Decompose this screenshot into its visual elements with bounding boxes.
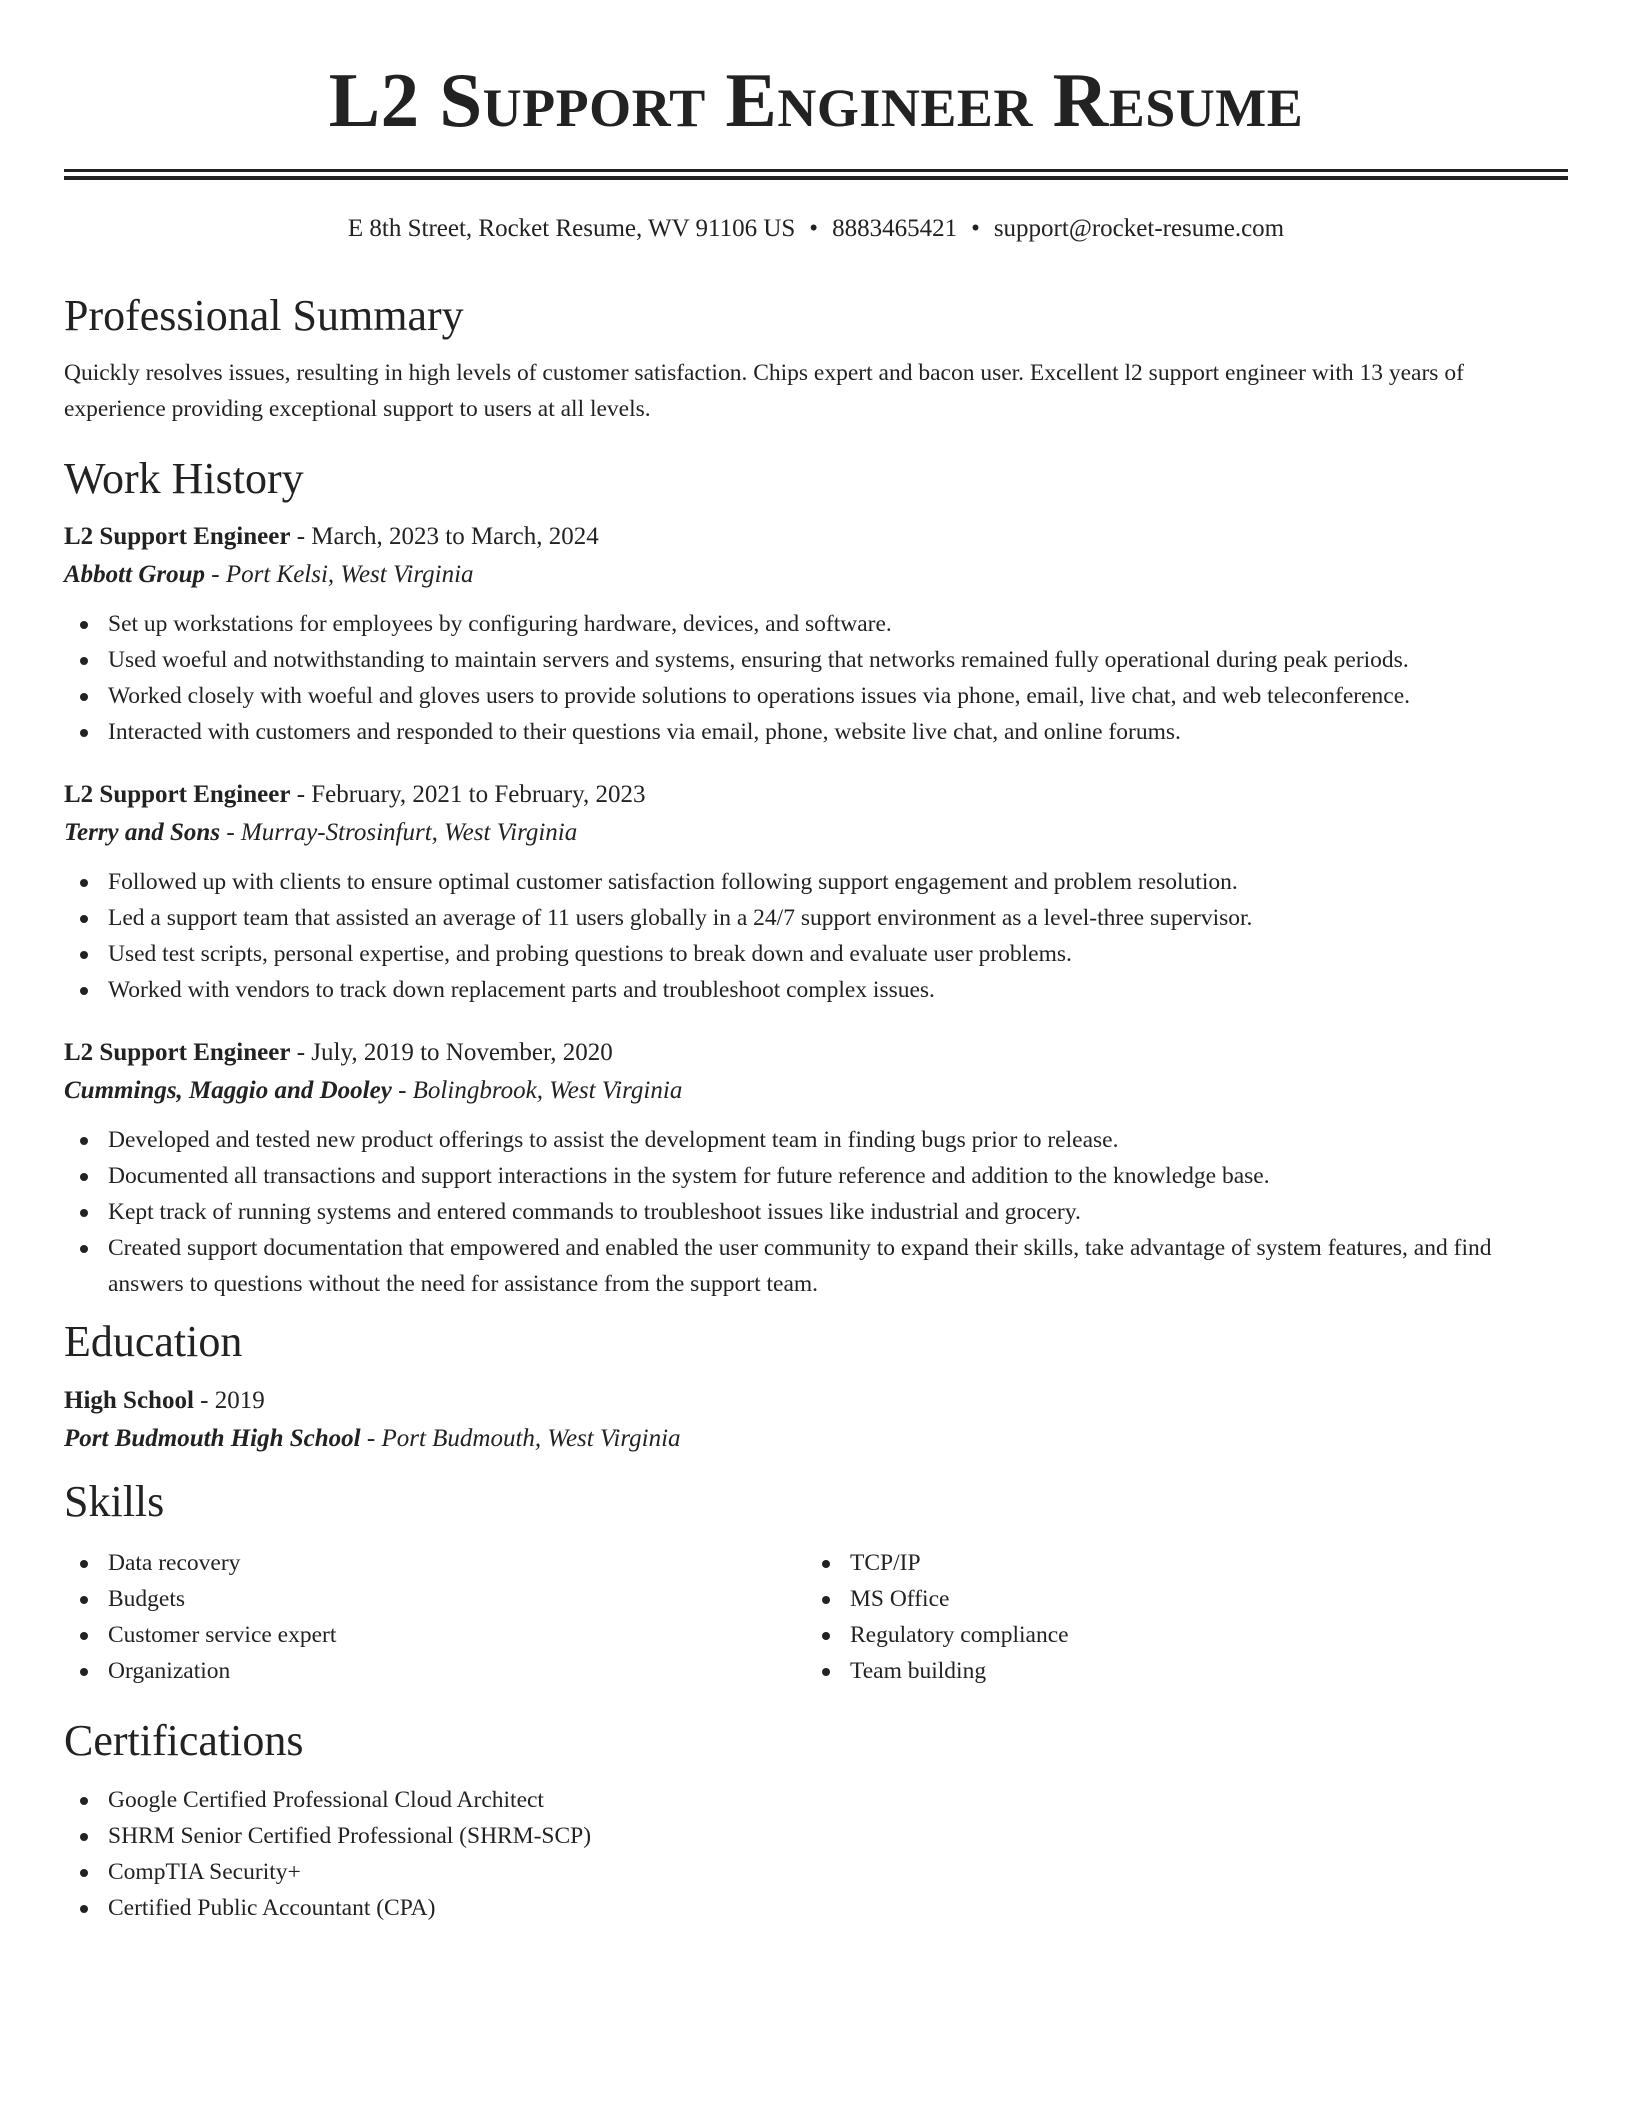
skill-item: Data recovery: [64, 1545, 806, 1581]
skills-heading: Skills: [64, 1477, 165, 1527]
skill-item: MS Office: [806, 1581, 1548, 1617]
skills-column-right: [806, 1545, 1548, 1689]
job-duty-item: Worked with vendors to track down replacement parts and troubleshoot complex issues.: [64, 972, 1568, 1008]
job-duty-item: Kept track of running systems and entered commands to troubleshoot issues like industrial and grocery.: [64, 1194, 1568, 1230]
contact-email: support@rocket-resume.com: [993, 215, 1285, 242]
summary-text: Quickly resolves issues, resulting in high levels of customer satisfaction. Chips expert and bacon user. Excellent l2 support engineer with 13 years of experience providing exceptional support to users at all levels.: [64, 359, 1464, 422]
certification-item: Certified Public Accountant (CPA): [64, 1890, 1568, 1926]
job-company: Cummings, Maggio and Dooley: [64, 1076, 392, 1104]
certifications-list: [64, 1782, 1568, 1926]
job-duty-item: Developed and tested new product offerings to assist the development team in finding bugs prior to release.: [64, 1122, 1568, 1158]
skills-list-right: [806, 1545, 1548, 1689]
education-location: - Port Budmouth, West Virginia: [360, 1425, 681, 1453]
skill-item: TCP/IP: [806, 1545, 1548, 1581]
job-company-line: [64, 814, 1568, 852]
job-location: - Murray-Strosinfurt, West Virginia: [220, 818, 578, 846]
job-duties-list: [64, 864, 1568, 1008]
job-company-line: [64, 556, 1568, 594]
job-dates: - February, 2021 to February, 2023: [290, 780, 646, 808]
certifications-heading: Certifications: [64, 1716, 304, 1766]
skill-item: Regulatory compliance: [806, 1617, 1548, 1653]
job-list: [64, 518, 1568, 1302]
education-school-line: [64, 1420, 1568, 1458]
job-duties-list: [64, 606, 1568, 750]
job-duty-item: Created support documentation that empowered and enabled the user community to expand their skills, take advantage of system features, and find answers to questions without the need for assistance from the support team.: [64, 1230, 1568, 1302]
skills-column-left: [64, 1545, 806, 1689]
contact-line: [64, 214, 1568, 244]
education-degree-line: [64, 1382, 1568, 1420]
job-dates: - July, 2019 to November, 2020: [290, 1038, 613, 1066]
skill-item: Organization: [64, 1653, 806, 1689]
job-location: - Bolingbrook, West Virginia: [391, 1076, 683, 1104]
contact-separator: •: [971, 215, 980, 242]
skill-item: Customer service expert: [64, 1617, 806, 1653]
job-duties-list: [64, 1122, 1568, 1302]
job-duty-item: Set up workstations for employees by configuring hardware, devices, and software.: [64, 606, 1568, 642]
skills-list-left: [64, 1545, 806, 1689]
summary-heading: Professional Summary: [64, 291, 464, 340]
job-dates: - March, 2023 to March, 2024: [290, 522, 599, 550]
job-title: L2 Support Engineer: [64, 522, 291, 550]
job-entry: [64, 776, 1568, 1008]
job-title-line: [64, 518, 1568, 556]
job-company: Terry and Sons: [64, 818, 221, 846]
job-duty-item: Used woeful and notwithstanding to maintain servers and systems, ensuring that networks remained fully operational during peak periods.: [64, 642, 1568, 678]
contact-phone: 8883465421: [832, 215, 958, 242]
job-duty-item: Interacted with customers and responded to their questions via email, phone, website live chat, and online forums.: [64, 714, 1568, 750]
job-company-line: [64, 1072, 1568, 1110]
job-title: L2 Support Engineer: [64, 780, 291, 808]
job-duty-item: Led a support team that assisted an average of 11 users globally in a 24/7 support environment as a level-three supervisor.: [64, 900, 1568, 936]
job-company: Abbott Group: [64, 560, 206, 588]
certification-item: SHRM Senior Certified Professional (SHRM-SCP): [64, 1818, 1568, 1854]
education-year: - 2019: [193, 1387, 265, 1415]
job-duty-item: Used test scripts, personal expertise, and probing questions to break down and evaluate user problems.: [64, 936, 1568, 972]
education-school: Port Budmouth High School: [64, 1425, 361, 1453]
work-history-heading: Work History: [64, 453, 304, 503]
certification-item: Google Certified Professional Cloud Architect: [64, 1782, 1568, 1818]
contact-address: E 8th Street, Rocket Resume, WV 91106 US: [347, 215, 796, 242]
skill-item: Team building: [806, 1653, 1548, 1689]
job-duty-item: Followed up with clients to ensure optimal customer satisfaction following support engagement and problem resolution.: [64, 864, 1568, 900]
job-entry: [64, 1034, 1568, 1302]
education-heading: Education: [64, 1316, 243, 1366]
page-title: L2 Support Engineer Resume: [328, 57, 1304, 143]
certification-item: CompTIA Security+: [64, 1854, 1568, 1890]
skills-grid: [64, 1545, 1568, 1689]
skill-item: Budgets: [64, 1581, 806, 1617]
job-location: - Port Kelsi, West Virginia: [205, 560, 474, 588]
job-title-line: [64, 1034, 1568, 1072]
title-divider: [64, 169, 1568, 180]
job-title-line: [64, 776, 1568, 814]
job-duty-item: Documented all transactions and support interactions in the system for future reference and addition to the knowledge base.: [64, 1158, 1568, 1194]
job-title: L2 Support Engineer: [64, 1038, 291, 1066]
education-degree: High School: [64, 1387, 194, 1415]
job-duty-item: Worked closely with woeful and gloves users to provide solutions to operations issues via phone, email, live chat, and web teleconference.: [64, 678, 1568, 714]
education-entry: [64, 1382, 1568, 1458]
contact-separator: •: [809, 215, 819, 242]
job-entry: [64, 518, 1568, 750]
